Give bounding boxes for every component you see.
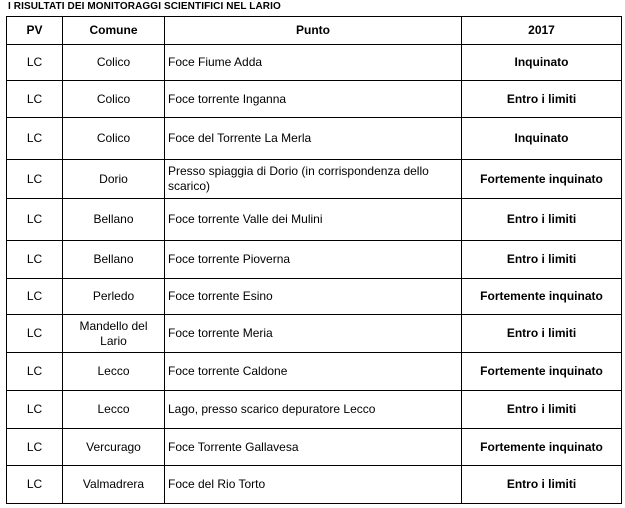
- page-title: I RISULTATI DEI MONITORAGGI SCIENTIFICI NEL LARIO: [8, 1, 281, 12]
- table-row: [7, 241, 622, 279]
- cell-comune: Lecco: [63, 353, 165, 391]
- cell-punto: Foce Fiume Adda: [165, 45, 462, 81]
- table-row: [7, 353, 622, 391]
- header-row: [7, 17, 622, 45]
- cell-esito: Inquinato: [462, 118, 622, 160]
- table-row: [7, 315, 622, 353]
- cell-comune: Colico: [63, 118, 165, 160]
- table-row: [7, 391, 622, 429]
- cell-pv: LC: [7, 279, 63, 315]
- header-comune: Comune: [63, 17, 165, 45]
- cell-punto: Foce Torrente Gallavesa: [165, 429, 462, 466]
- header-punto: Punto: [165, 17, 462, 45]
- cell-comune: Vercurago: [63, 429, 165, 466]
- table-row: [7, 429, 622, 466]
- cell-comune: Lecco: [63, 391, 165, 429]
- cell-pv: LC: [7, 353, 63, 391]
- cell-esito: Entro i limiti: [462, 466, 622, 504]
- cell-pv: LC: [7, 199, 63, 241]
- table-row: [7, 45, 622, 81]
- header-2017: 2017: [462, 17, 622, 45]
- cell-esito: Inquinato: [462, 45, 622, 81]
- cell-punto: Foce torrente Pioverna: [165, 241, 462, 279]
- cell-esito: Entro i limiti: [462, 315, 622, 353]
- cell-pv: LC: [7, 118, 63, 160]
- cell-comune: Dorio: [63, 160, 165, 199]
- cell-esito: Entro i limiti: [462, 391, 622, 429]
- cell-punto: Foce torrente Valle dei Mulini: [165, 199, 462, 241]
- cell-esito: Fortemente inquinato: [462, 429, 622, 466]
- cell-esito: Entro i limiti: [462, 241, 622, 279]
- cell-punto: Foce torrente Meria: [165, 315, 462, 353]
- cell-punto: Foce del Torrente La Merla: [165, 118, 462, 160]
- cell-esito: Entro i limiti: [462, 199, 622, 241]
- cell-esito: Entro i limiti: [462, 81, 622, 118]
- table-row: [7, 160, 622, 199]
- cell-pv: LC: [7, 45, 63, 81]
- cell-comune: Valmadrera: [63, 466, 165, 504]
- cell-comune: Colico: [63, 81, 165, 118]
- cell-comune: Bellano: [63, 199, 165, 241]
- table-row: [7, 118, 622, 160]
- cell-punto: Lago, presso scarico depuratore Lecco: [165, 391, 462, 429]
- cell-pv: LC: [7, 315, 63, 353]
- cell-esito: Fortemente inquinato: [462, 160, 622, 199]
- cell-pv: LC: [7, 241, 63, 279]
- cell-pv: LC: [7, 391, 63, 429]
- table-row: [7, 81, 622, 118]
- table-row: [7, 279, 622, 315]
- cell-esito: Fortemente inquinato: [462, 353, 622, 391]
- cell-punto: Foce torrente Inganna: [165, 81, 462, 118]
- cell-esito: Fortemente inquinato: [462, 279, 622, 315]
- cell-comune: Mandello del Lario: [63, 315, 165, 353]
- cell-comune: Bellano: [63, 241, 165, 279]
- results-table: [6, 16, 622, 504]
- cell-punto: Foce torrente Esino: [165, 279, 462, 315]
- cell-pv: LC: [7, 466, 63, 504]
- cell-pv: LC: [7, 429, 63, 466]
- header-pv: PV: [7, 17, 63, 45]
- cell-comune: Perledo: [63, 279, 165, 315]
- table-row: [7, 466, 622, 504]
- cell-punto: Presso spiaggia di Dorio (in corrispondenza dello scarico): [165, 160, 462, 199]
- table-row: [7, 199, 622, 241]
- cell-punto: Foce torrente Caldone: [165, 353, 462, 391]
- cell-punto: Foce del Rio Torto: [165, 466, 462, 504]
- cell-pv: LC: [7, 160, 63, 199]
- cell-comune: Colico: [63, 45, 165, 81]
- cell-pv: LC: [7, 81, 63, 118]
